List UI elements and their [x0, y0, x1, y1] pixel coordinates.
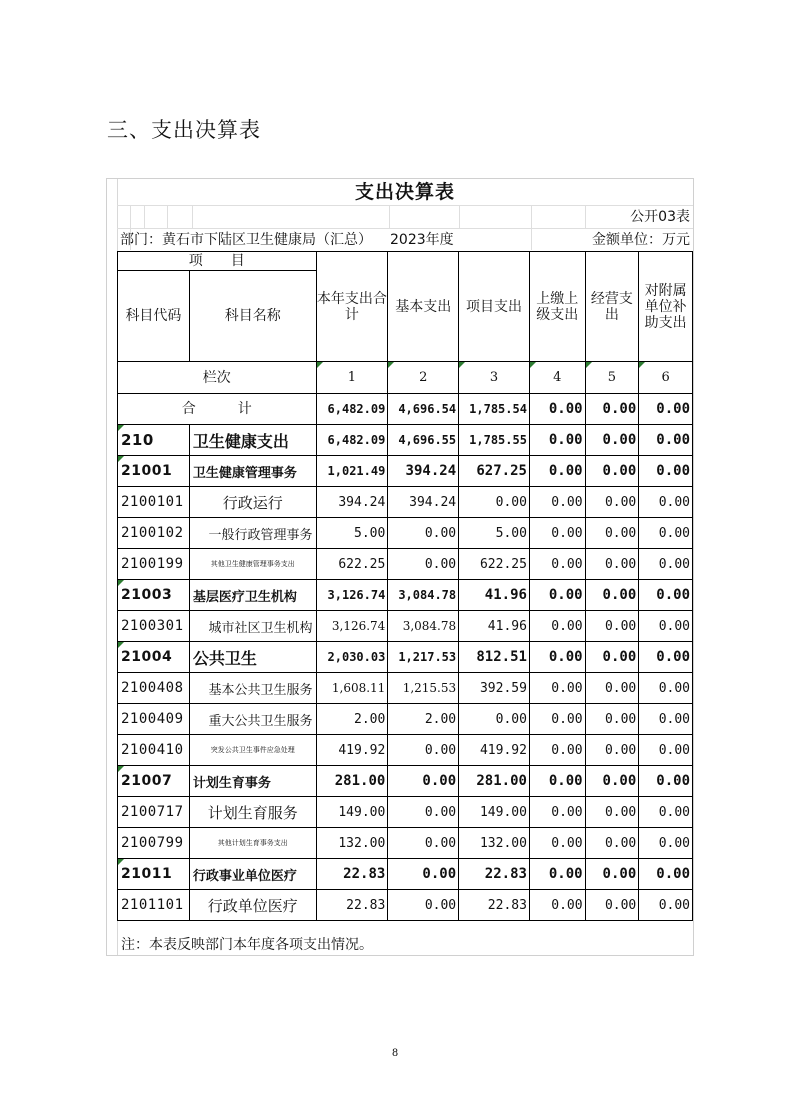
amount-cell: 0.00	[639, 735, 693, 766]
amount-cell: 0.00	[639, 611, 693, 642]
amount-cell: 0.00	[529, 735, 585, 766]
amount-cell: 132.00	[316, 828, 388, 859]
subject-name: 计划生育事务	[189, 766, 316, 797]
grid-line	[167, 206, 168, 228]
amount-cell: 6,482.09	[316, 425, 388, 456]
subject-name: 其他计划生育事务支出	[189, 828, 316, 859]
amount-cell: 812.51	[459, 642, 530, 673]
subject-code: 21001	[118, 456, 190, 487]
total-label: 合 计	[118, 394, 317, 425]
department-label: 部门：黄石市下陆区卫生健康局（汇总）	[120, 232, 372, 248]
expenditure-table	[117, 251, 693, 921]
year-label: 2023年度	[390, 229, 456, 251]
amount-cell: 0.00	[529, 828, 585, 859]
amount-cell: 0.00	[585, 704, 639, 735]
amount-cell: 0.00	[585, 735, 639, 766]
amount-cell: 0.00	[388, 518, 459, 549]
amount-cell: 394.24	[388, 456, 459, 487]
total-value: 1,785.54	[459, 394, 530, 425]
page-number: 8	[391, 1048, 399, 1059]
amount-cell: 0.00	[639, 859, 693, 890]
subject-name: 行政事业单位医疗	[189, 859, 316, 890]
table-row	[118, 673, 693, 704]
total-row	[118, 394, 693, 425]
amount-cell: 3,126.74	[316, 611, 388, 642]
amount-cell: 0.00	[529, 425, 585, 456]
amount-cell: 392.59	[459, 673, 530, 704]
subject-code: 21003	[118, 580, 190, 611]
amount-cell: 622.25	[316, 549, 388, 580]
amount-cell: 5.00	[316, 518, 388, 549]
subject-name: 卫生健康支出	[189, 425, 316, 456]
amount-cell: 394.24	[316, 487, 388, 518]
subject-code: 2100102	[118, 518, 190, 549]
table-row	[118, 518, 693, 549]
amount-cell: 0.00	[529, 487, 585, 518]
amount-cell: 0.00	[529, 518, 585, 549]
amount-cell: 0.00	[388, 828, 459, 859]
amount-cell: 0.00	[529, 456, 585, 487]
amount-cell: 0.00	[529, 673, 585, 704]
amount-cell: 1,608.11	[316, 673, 388, 704]
col5-header: 经营支出	[585, 252, 639, 362]
amount-cell: 0.00	[388, 766, 459, 797]
subject-name: 重大公共卫生服务	[189, 704, 316, 735]
table-row	[118, 642, 693, 673]
subject-code: 21007	[118, 766, 190, 797]
amount-cell: 3,126.74	[316, 580, 388, 611]
amount-cell: 41.96	[459, 611, 530, 642]
table-row	[118, 425, 693, 456]
amount-cell: 0.00	[529, 704, 585, 735]
unit-label: 金额单位：万元	[592, 232, 690, 248]
amount-cell: 0.00	[585, 580, 639, 611]
amount-cell: 394.24	[388, 487, 459, 518]
amount-cell: 0.00	[639, 642, 693, 673]
subject-code: 2100408	[118, 673, 190, 704]
code-header: 科目代码	[118, 271, 190, 362]
amount-cell: 0.00	[639, 766, 693, 797]
amount-cell: 622.25	[459, 549, 530, 580]
footnote: 注：本表反映部门本年度各项支出情况。	[121, 937, 373, 953]
amount-cell: 0.00	[529, 611, 585, 642]
table-row	[118, 549, 693, 580]
subject-code: 2100410	[118, 735, 190, 766]
amount-cell: 5.00	[459, 518, 530, 549]
amount-cell: 3,084.78	[388, 611, 459, 642]
amount-cell: 132.00	[459, 828, 530, 859]
amount-cell: 0.00	[529, 890, 585, 921]
table-row	[118, 828, 693, 859]
amount-cell: 0.00	[388, 890, 459, 921]
amount-cell: 1,217.53	[388, 642, 459, 673]
amount-cell: 0.00	[529, 580, 585, 611]
amount-cell: 0.00	[639, 828, 693, 859]
form-number: 公开03表	[630, 209, 690, 225]
subject-name: 公共卫生	[189, 642, 316, 673]
subject-code: 2100799	[118, 828, 190, 859]
amount-cell: 281.00	[316, 766, 388, 797]
subject-code: 2101101	[118, 890, 190, 921]
amount-cell: 0.00	[585, 425, 639, 456]
subject-code: 21011	[118, 859, 190, 890]
amount-cell: 0.00	[585, 828, 639, 859]
section-heading: 三、支出决算表	[107, 118, 261, 142]
amount-cell: 1,021.49	[316, 456, 388, 487]
subject-name: 行政运行	[189, 487, 316, 518]
amount-cell: 0.00	[529, 766, 585, 797]
table-row	[118, 580, 693, 611]
subject-code: 2100717	[118, 797, 190, 828]
total-value: 4,696.54	[388, 394, 459, 425]
amount-cell: 2.00	[388, 704, 459, 735]
table-row	[118, 487, 693, 518]
amount-cell: 0.00	[388, 735, 459, 766]
col3-header: 项目支出	[459, 252, 530, 362]
column-number: 3	[459, 362, 530, 394]
amount-cell: 0.00	[529, 642, 585, 673]
grid-line	[459, 206, 460, 228]
header-row	[118, 252, 693, 271]
amount-cell: 0.00	[585, 611, 639, 642]
subject-name: 城市社区卫生机构	[189, 611, 316, 642]
total-value: 0.00	[585, 394, 639, 425]
amount-cell: 0.00	[585, 487, 639, 518]
amount-cell: 22.83	[459, 859, 530, 890]
table-row	[118, 704, 693, 735]
subject-code: 2100199	[118, 549, 190, 580]
subject-name: 行政单位医疗	[189, 890, 316, 921]
amount-cell: 149.00	[316, 797, 388, 828]
subject-code: 2100301	[118, 611, 190, 642]
subject-name: 卫生健康管理事务	[189, 456, 316, 487]
amount-cell: 41.96	[459, 580, 530, 611]
column-number: 1	[316, 362, 388, 394]
amount-cell: 0.00	[529, 797, 585, 828]
subject-name: 基层医疗卫生机构	[189, 580, 316, 611]
col4-header: 上缴上级支出	[529, 252, 585, 362]
grid-line	[389, 206, 390, 228]
grid-line	[585, 206, 586, 228]
amount-cell: 0.00	[639, 456, 693, 487]
amount-cell: 0.00	[585, 797, 639, 828]
amount-cell: 0.00	[639, 518, 693, 549]
table-row	[118, 766, 693, 797]
subject-name: 其他卫生健康管理事务支出	[189, 549, 316, 580]
amount-cell: 0.00	[639, 425, 693, 456]
amount-cell: 0.00	[388, 549, 459, 580]
amount-cell: 2.00	[316, 704, 388, 735]
amount-cell: 0.00	[585, 518, 639, 549]
table-row	[118, 611, 693, 642]
subject-name: 基本公共卫生服务	[189, 673, 316, 704]
table-row	[118, 890, 693, 921]
amount-cell: 0.00	[585, 673, 639, 704]
amount-cell: 0.00	[639, 549, 693, 580]
amount-cell: 0.00	[529, 859, 585, 890]
subject-code: 21004	[118, 642, 190, 673]
amount-cell: 0.00	[585, 642, 639, 673]
table-title: 支出决算表	[354, 181, 455, 203]
amount-cell: 0.00	[585, 859, 639, 890]
amount-cell: 0.00	[459, 704, 530, 735]
col2-header: 基本支出	[388, 252, 459, 362]
amount-cell: 22.83	[316, 859, 388, 890]
table-row	[118, 797, 693, 828]
spreadsheet-area	[106, 178, 694, 956]
subject-code: 2100409	[118, 704, 190, 735]
amount-cell: 0.00	[639, 487, 693, 518]
column-number: 6	[639, 362, 693, 394]
amount-cell: 419.92	[459, 735, 530, 766]
grid-line	[192, 206, 193, 228]
column-number: 4	[529, 362, 585, 394]
amount-cell: 22.83	[316, 890, 388, 921]
col6-header: 对附属单位补助支出	[639, 252, 693, 362]
subject-name: 一般行政管理事务	[189, 518, 316, 549]
subject-name: 突发公共卫生事件应急处理	[189, 735, 316, 766]
amount-cell: 22.83	[459, 890, 530, 921]
total-value: 6,482.09	[316, 394, 388, 425]
amount-cell: 281.00	[459, 766, 530, 797]
amount-cell: 0.00	[388, 859, 459, 890]
amount-cell: 1,785.55	[459, 425, 530, 456]
table-row	[118, 735, 693, 766]
column-number-row	[118, 362, 693, 394]
column-number: 5	[585, 362, 639, 394]
amount-cell: 0.00	[459, 487, 530, 518]
amount-cell: 149.00	[459, 797, 530, 828]
amount-cell: 1,215.53	[388, 673, 459, 704]
amount-cell: 0.00	[639, 673, 693, 704]
table-row	[118, 456, 693, 487]
name-header: 科目名称	[189, 271, 316, 362]
col1-header: 本年支出合计	[316, 252, 388, 362]
subject-code: 2100101	[118, 487, 190, 518]
amount-cell: 627.25	[459, 456, 530, 487]
amount-cell: 0.00	[585, 766, 639, 797]
amount-cell: 419.92	[316, 735, 388, 766]
amount-cell: 0.00	[388, 797, 459, 828]
amount-cell: 0.00	[639, 704, 693, 735]
amount-cell: 0.00	[585, 549, 639, 580]
total-value: 0.00	[529, 394, 585, 425]
total-value: 0.00	[639, 394, 693, 425]
grid-line	[144, 206, 145, 228]
table-row	[118, 859, 693, 890]
subject-name: 计划生育服务	[189, 797, 316, 828]
amount-cell: 0.00	[639, 580, 693, 611]
item-header: 项 目	[118, 252, 317, 271]
amount-cell: 0.00	[529, 549, 585, 580]
amount-cell: 0.00	[585, 890, 639, 921]
subject-code: 210	[118, 425, 190, 456]
amount-cell: 0.00	[585, 456, 639, 487]
amount-cell: 4,696.55	[388, 425, 459, 456]
column-number: 2	[388, 362, 459, 394]
amount-cell: 0.00	[639, 797, 693, 828]
column-number-label: 栏次	[118, 362, 317, 394]
amount-cell: 2,030.03	[316, 642, 388, 673]
amount-cell: 3,084.78	[388, 580, 459, 611]
amount-cell: 0.00	[639, 890, 693, 921]
